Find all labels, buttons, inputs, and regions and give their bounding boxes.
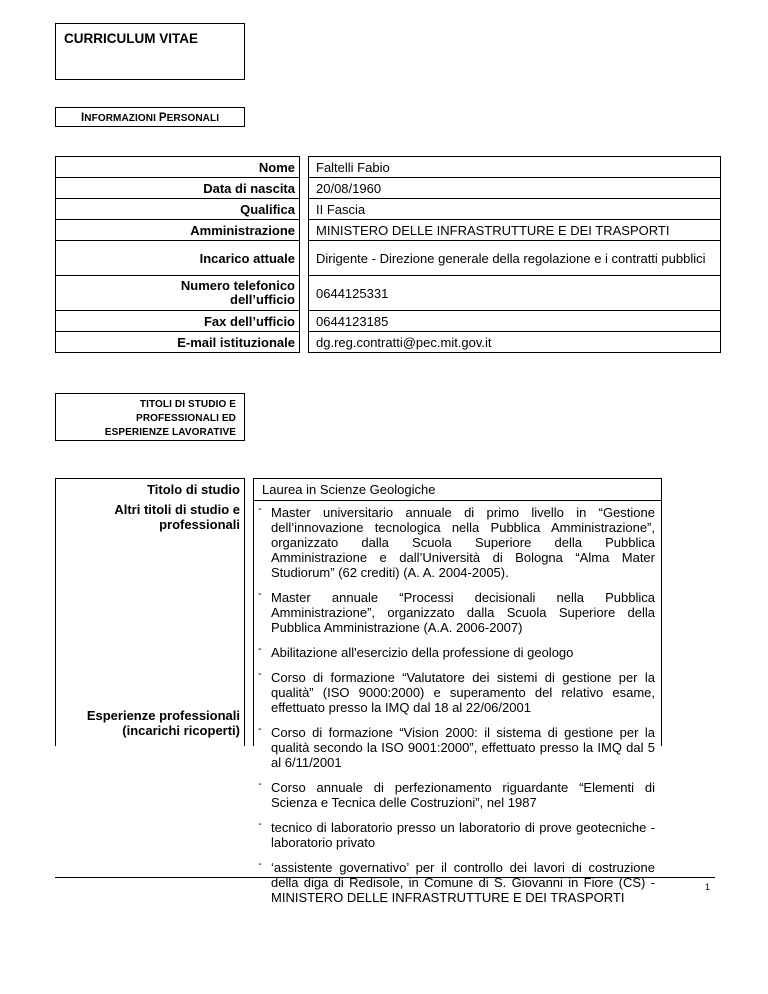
esperienze-label: Esperienze professionali (incarichi ricoperti)	[86, 708, 240, 738]
dash-bullet: -	[258, 588, 262, 600]
info-label: Fax dell’ufficio	[56, 311, 300, 332]
section-line: PROFESSIONALI ED	[136, 413, 236, 424]
list-item-text: Master universitario annuale di primo livello in “Gestione dell’innovazione tecnologica nella Pubblica Amministrazione”, organizzato dalla Scuola Superiore della Pubblica Amministrazione e dall’Università di Bologna “Alma Mater Studiorum” (62 crediti) (A. A. 2004-2005).	[271, 505, 655, 580]
info-value: dg.reg.contratti@pec.mit.gov.it	[309, 332, 721, 353]
list-item	[254, 780, 661, 810]
study-labels-column	[55, 478, 245, 746]
info-row	[56, 178, 721, 199]
info-value: 20/08/1960	[309, 178, 721, 199]
dash-bullet: -	[258, 723, 262, 735]
section-titles-experience	[55, 393, 245, 441]
info-row	[56, 311, 721, 332]
info-value: II Fascia	[309, 199, 721, 220]
cv-title: CURRICULUM VITAE	[55, 23, 245, 80]
info-label: Numero telefonico dell’ufficio	[56, 276, 300, 311]
footer-rule	[55, 877, 715, 878]
list-item	[254, 820, 661, 850]
list-item	[254, 590, 661, 635]
info-row	[56, 241, 721, 276]
section-line: TITOLI DI STUDIO E	[139, 399, 236, 410]
study-values-column	[253, 478, 662, 905]
dash-bullet: -	[258, 818, 262, 830]
list-item	[254, 860, 661, 905]
dash-bullet: -	[258, 668, 262, 680]
dash-bullet: -	[258, 858, 262, 870]
titolo-label: Titolo di studio	[147, 482, 240, 497]
info-label: Qualifica	[56, 199, 300, 220]
study-items-list	[254, 505, 661, 915]
list-item-text: ‘assistente governativo’ per il controllo dei lavori di costruzione della diga di Redisole, in Comune di S. Giovanni in Fiore (CS) - MINISTERO DELLE INFRASTRUTTURE E DEI TRASPORTI	[271, 860, 655, 905]
info-row	[56, 199, 721, 220]
section-personal-info: INFORMAZIONI PERSONALI	[55, 107, 245, 127]
list-item	[254, 670, 661, 715]
page-number: 1	[705, 882, 711, 892]
info-label: Amministrazione	[56, 220, 300, 241]
list-item-text: Master annuale “Processi decisionali nella Pubblica Amministrazione”, organizzato dalla Scuola Superiore della Pubblica Amministrazione (A.A. 2006-2007)	[271, 590, 655, 635]
dash-bullet: -	[258, 643, 262, 655]
titolo-value: Laurea in Scienze Geologiche	[262, 482, 436, 497]
dash-bullet: -	[258, 778, 262, 790]
info-row	[56, 157, 721, 178]
info-label: E-mail istituzionale	[56, 332, 300, 353]
info-value: Dirigente - Direzione generale della regolazione e i contratti pubblici	[309, 241, 721, 276]
info-value: 0644125331	[309, 276, 721, 311]
list-item-text: Abilitazione all'esercizio della professione di geologo	[271, 645, 574, 660]
list-item	[254, 505, 661, 580]
personal-info-table	[55, 156, 721, 353]
list-item-text: tecnico di laboratorio presso un laboratorio di prove geotecniche - laboratorio privato	[271, 820, 655, 850]
info-label: Data di nascita	[56, 178, 300, 199]
info-row	[56, 220, 721, 241]
section-line: ESPERIENZE LAVORATIVE	[104, 427, 236, 438]
list-item	[254, 725, 661, 770]
info-label: Nome	[56, 157, 300, 178]
list-item-text: Corso di formazione “Vision 2000: il sistema di gestione per la qualità secondo la ISO 9001:2000”, effettuato presso la IMQ dal 5 al 6/11/2001	[271, 725, 655, 770]
info-label: Incarico attuale	[56, 241, 300, 276]
list-item-text: Corso di formazione “Valutatore dei sistemi di gestione per la qualità” (ISO 9000:2000) e superamento del relativo esame, effettuato presso la IMQ dal 18 al 22/06/2001	[271, 670, 655, 715]
list-item	[254, 645, 661, 660]
altri-titoli-label: Altri titoli di studio e professionali	[114, 502, 240, 532]
info-value: MINISTERO DELLE INFRASTRUTTURE E DEI TRASPORTI	[309, 220, 721, 241]
list-item-text: Corso annuale di perfezionamento riguardante “Elementi di Scienza e Tecnica delle Costruzioni”, nel 1987	[271, 780, 655, 810]
info-row	[56, 332, 721, 353]
dash-bullet: -	[258, 503, 262, 515]
info-row	[56, 276, 721, 311]
info-value: 0644123185	[309, 311, 721, 332]
info-value: Faltelli Fabio	[309, 157, 721, 178]
